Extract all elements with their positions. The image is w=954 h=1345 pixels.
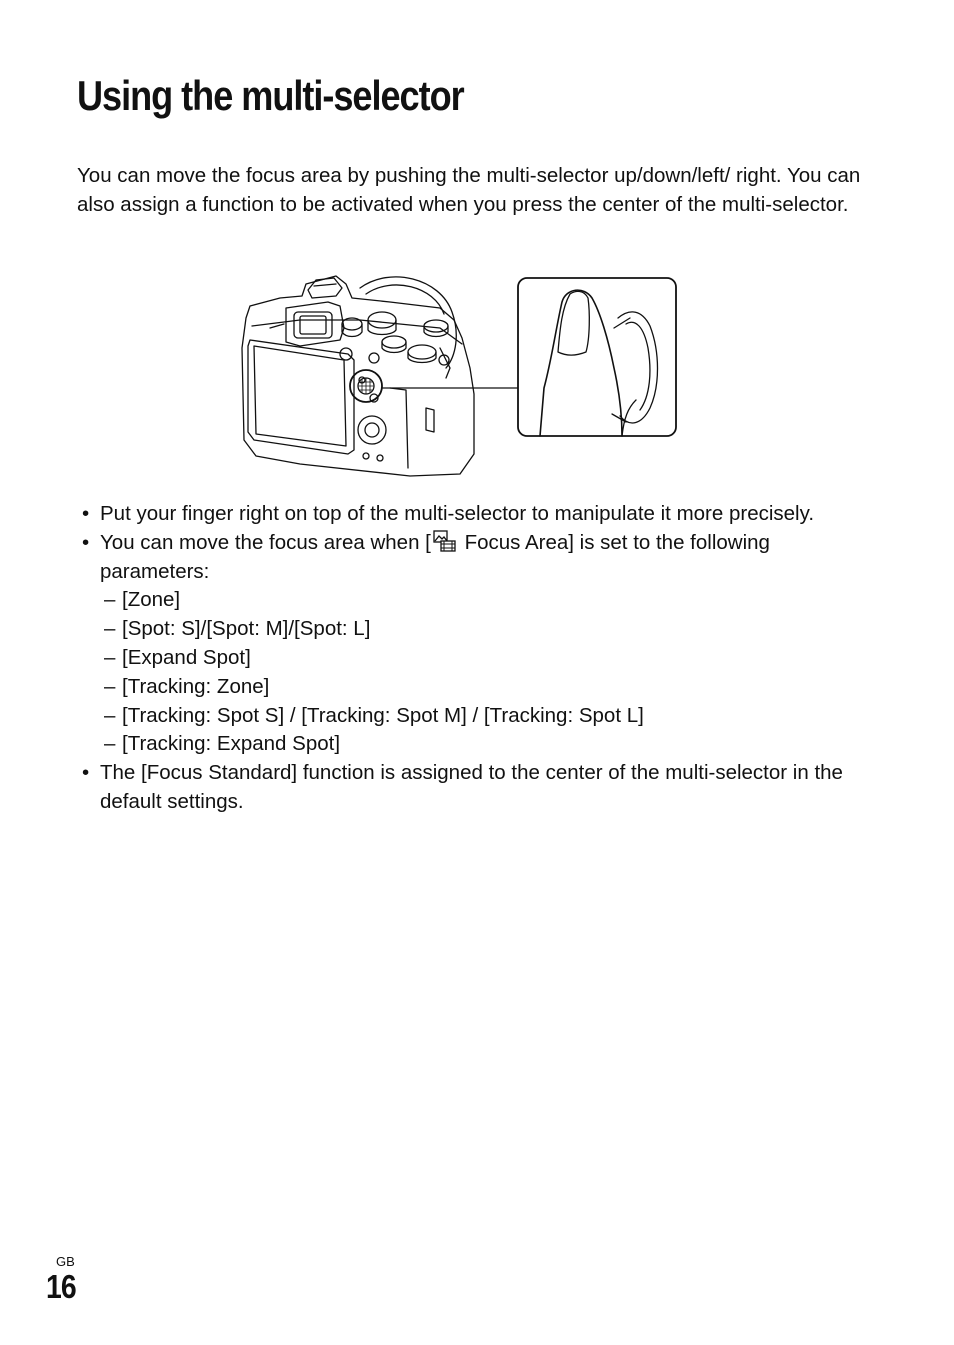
list-item: – [Expand Spot] <box>77 644 867 673</box>
page-title: Using the multi-selector <box>77 72 464 119</box>
camera-figure <box>240 268 680 480</box>
still-movie-mode-icon <box>432 529 458 553</box>
list-item: – [Tracking: Zone] <box>77 673 867 702</box>
intro-paragraph: You can move the focus area by pushing the multi-selector up/down/left/ right. You can also assign a function to be activated when you press the center of the multi-selector. <box>77 164 861 216</box>
list-item: – [Spot: S]/[Spot: M]/[Spot: L] <box>77 615 867 644</box>
list-item: – [Tracking: Expand Spot] <box>77 730 867 759</box>
page-number: 16 <box>46 1268 76 1305</box>
note-focus-area <box>77 529 867 587</box>
camera-back-illustration <box>242 276 474 476</box>
note-finger-placement: • Put your finger right on top of the multi-selector to manipulate it more precisely. <box>77 500 867 529</box>
note-focus-area-text-before: You can move the focus area when [ <box>100 530 431 554</box>
note-focus-standard: • The [Focus Standard] function is assigned to the center of the multi-selector in the default settings. <box>77 759 867 817</box>
region-label: GB <box>56 1254 75 1269</box>
notes-list <box>77 500 867 817</box>
list-item: – [Zone] <box>77 586 867 615</box>
list-item: – [Tracking: Spot S] / [Tracking: Spot M] / [Tracking: Spot L] <box>77 702 867 731</box>
thumb-on-multi-selector-illustration <box>518 278 676 436</box>
note-focus-area-text-after: Focus Area] is set to the following parameters: <box>100 530 770 583</box>
